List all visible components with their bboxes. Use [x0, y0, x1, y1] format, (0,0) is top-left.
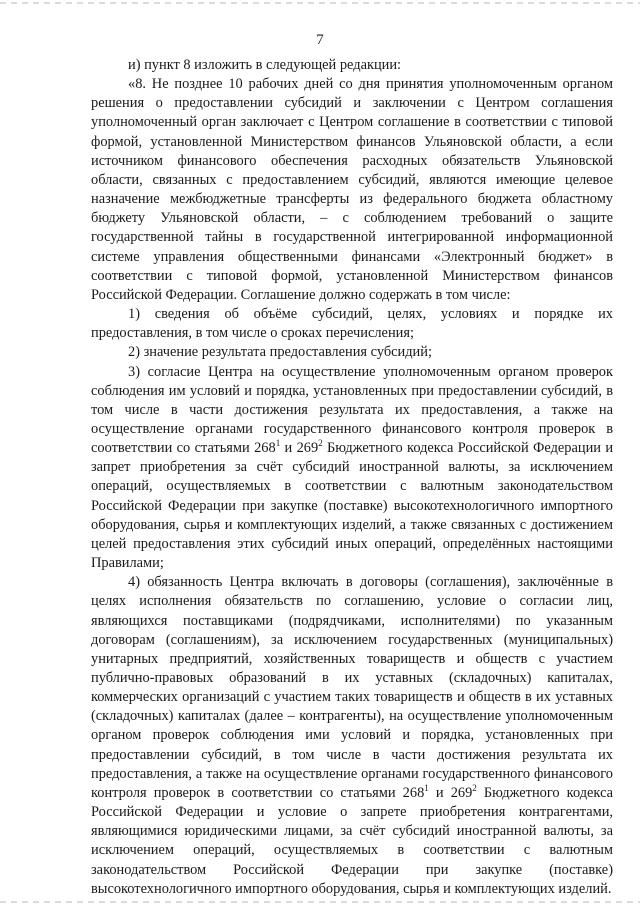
paragraph-amendment-intro: и) пункт 8 изложить в следующей редакции: — [128, 57, 402, 73]
page-number: 7 — [316, 32, 324, 48]
document-body — [91, 56, 613, 899]
paragraph-subitem-4 — [91, 573, 613, 899]
scan-edge-bottom — [0, 901, 640, 903]
scan-edge-top — [0, 2, 640, 4]
subitem-4-text-c: Бюджетного кодекса Российской Федерации и условие о запрете приобретения контрагентами, являющимися юридическими лицами, за счёт субсидий иностранной валюты, за исключением операций, осуществляемых в соответствии с валютным законодательством Российской Федерации при закупке (поставке) высокотехнологичного импортного оборудования, сырья и комплектующих изделий. — [91, 784, 614, 897]
paragraph-subitem-1: 1) сведения об объёме субсидий, целях, условиях и порядке их предоставления, в том числе о сроках перечисления; — [91, 306, 613, 342]
subitem-4-text-a: 4) обязанность Центра включать в договоры (соглашения), заключённые в целях исполнения обязательств по соглашению, условие о согласии лиц, являющихся поставщиками (подрядчиками, исполнителями) по указанным договорам (соглашениям), за исключением государственных (муниципальных) унитарных предприятий, хозяйственных товариществ и обществ с участием публично-правовых образований в их уставных (складочных) капиталах, коммерческих организаций с участием таких товариществ и обществ в их уставных (складочных) капиталах (далее – контрагенты), на осуществление уполномоченным органом проверок соблюдения ими условий и порядка, установленных при предоставлении субсидий, в том числе в части достижения результата их предоставления, а также на осуществление органами государственного финансового контроля проверок в соответствии со статьями 268 — [91, 574, 613, 801]
subitem-3-text-b: и 269 — [280, 440, 319, 457]
paragraph-subitem-2: 2) значение результата предоставления субсидий; — [128, 344, 432, 361]
subitem-4-text-b: и 269 — [428, 784, 473, 801]
article-superscript: 2 — [472, 783, 477, 794]
subitem-3-text-a: 3) согласие Центра на осуществление уполномоченным органом проверок соблюдения им условий и порядка, установленных при предоставлении субсидий, в том числе в части достижения результата их предоставления, а также на осуществление органами государственного финансового контроля проверок в соответствии со статьями 268 — [91, 363, 613, 457]
article-superscript: 2 — [318, 438, 323, 449]
article-superscript: 1 — [275, 438, 281, 449]
subitem-3-text-c: Бюджетного кодекса Российской Федерации и запрет приобретения за счёт субсидий иностранной валюты, за исключением операций, осуществляемых в соответствии с валютным законодательством Российской Федерации при закупке (поставке) высокотехнологичного импортного оборудования, сырья и комплектующих изделий, а также связанных с достижением целей предоставления этих субсидий иных операций, определённых настоящими Правилами; — [91, 440, 614, 572]
paragraph-item-8: «8. Не позднее 10 рабочих дней со дня принятия уполномоченным органом решения о предоставлении субсидий и заключении с Центром соглашения уполномоченный орган заключает с Центром соглашение в соответствии с типовой формой, установленной Министерством финансов Ульяновской области, а если источником финансового обеспечения расходных обязательств Ульяновской области, связанных с предоставлением субсидий, являются имеющие целевое назначение межбюджетные трансферты из федерального бюджета областному бюджету Ульяновской области, – с соблюдением требований о защите государственной тайны в государственной интегрированной информационной системе управления общественными финансами «Электронный бюджет» в соответствии с типовой формой, установленной Министерством финансов Российской Федерации. Соглашение должно содержать в том числе: — [91, 76, 613, 303]
paragraph-subitem-3 — [91, 363, 613, 574]
article-superscript: 1 — [424, 783, 429, 794]
